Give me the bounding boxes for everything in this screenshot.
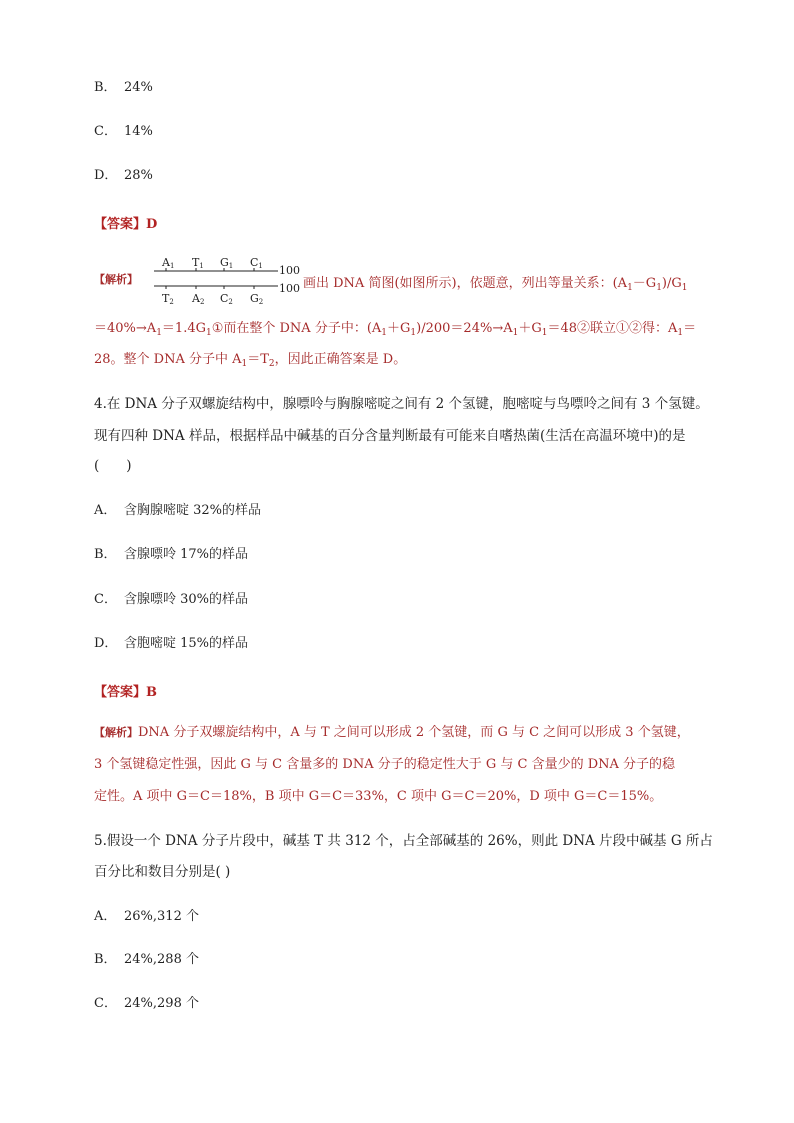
q4-analysis-line-1: 【解析】DNA 分子双螺旋结构中，A 与 T 之间可以形成 2 个氢键，而 G 与 C 之间可以形成 3 个氢键， bbox=[94, 725, 690, 740]
q5-stem-line-2: 百分比和数目分别是( ) bbox=[94, 864, 231, 880]
q4-analysis-line-2: 3 个氢键稳定性强，因此 G 与 C 含量多的 DNA 分子的稳定性大于 G 与 C 含量少的 DNA 分子的稳 bbox=[94, 757, 676, 772]
analysis-tag: 【解析】 bbox=[94, 273, 138, 286]
q4-analysis-line-3: 定性。A 项中 G＝C＝18%，B 项中 G＝C＝33%，C 项中 G＝C＝20%，D 项中 G＝C＝15%。 bbox=[94, 789, 663, 804]
option-c: C． 14% bbox=[94, 124, 153, 139]
option-b: B． 24% bbox=[94, 80, 153, 95]
q4-stem-line-1: 4.在 DNA 分子双螺旋结构中，腺嘌呤与胸腺嘧啶之间有 2 个氢键，胞嘧啶与鸟嘌呤之间有 3 个氢键。 bbox=[94, 396, 709, 412]
top-base-label: C1 bbox=[250, 256, 263, 270]
analysis-line-2: $=40\%\to A_1=1.4G_1①$而在整个 DNA 分子中：$(A_1+G_1)/200=24\%\to A_1+G_1=48②$联立①②得：$A_1=$ bbox=[94, 321, 697, 338]
top-base-label: G1 bbox=[220, 256, 234, 270]
analysis-line-1: 画出 DNA 简图(如图所示)，依题意，列出等量关系：$(A_1-G_1)/G_1$ bbox=[303, 276, 688, 293]
analysis-line-3: 28。整个 DNA 分子中 $A_1=T_2$，因此正确答案是 D。 bbox=[94, 352, 407, 369]
q5-stem-line-1: 5.假设一个 DNA 分子片段中，碱基 T 共 312 个，占全部碱基的 26%，则此 DNA 片段中碱基 G 所占 bbox=[94, 833, 713, 849]
q5-option-b: B． 24%,288 个 bbox=[94, 952, 199, 967]
bottom-base-label: C2 bbox=[220, 292, 233, 306]
q4-stem-line-3: ( ) bbox=[94, 458, 132, 474]
answer-line: 【答案】D bbox=[94, 217, 158, 232]
bottom-count: 100 bbox=[279, 282, 300, 295]
q4-answer-line: 【答案】B bbox=[94, 685, 158, 700]
dna-diagram bbox=[150, 252, 302, 308]
bottom-base-label: A2 bbox=[192, 292, 205, 306]
q4-option-a: A． 含胸腺嘧啶 32%的样品 bbox=[94, 503, 262, 518]
q4-stem-line-2: 现有四种 DNA 样品，根据样品中碱基的百分含量判断最有可能来自嗜热菌(生活在高温环境中)的是 bbox=[94, 428, 686, 444]
bottom-base-label: G2 bbox=[250, 292, 264, 306]
top-count: 100 bbox=[279, 264, 300, 277]
q4-option-d: D． 含胞嘧啶 15%的样品 bbox=[94, 636, 249, 651]
top-base-label: T1 bbox=[192, 256, 204, 270]
q4-option-b: B． 含腺嘌呤 17%的样品 bbox=[94, 547, 249, 562]
top-base-label: A1 bbox=[162, 256, 175, 270]
bottom-base-label: T2 bbox=[162, 292, 174, 306]
q5-option-a: A． 26%,312 个 bbox=[94, 909, 199, 924]
q5-option-c: C． 24%,298 个 bbox=[94, 996, 199, 1011]
q4-option-c: C． 含腺嘌呤 30%的样品 bbox=[94, 592, 249, 607]
option-d: D． 28% bbox=[94, 168, 153, 183]
